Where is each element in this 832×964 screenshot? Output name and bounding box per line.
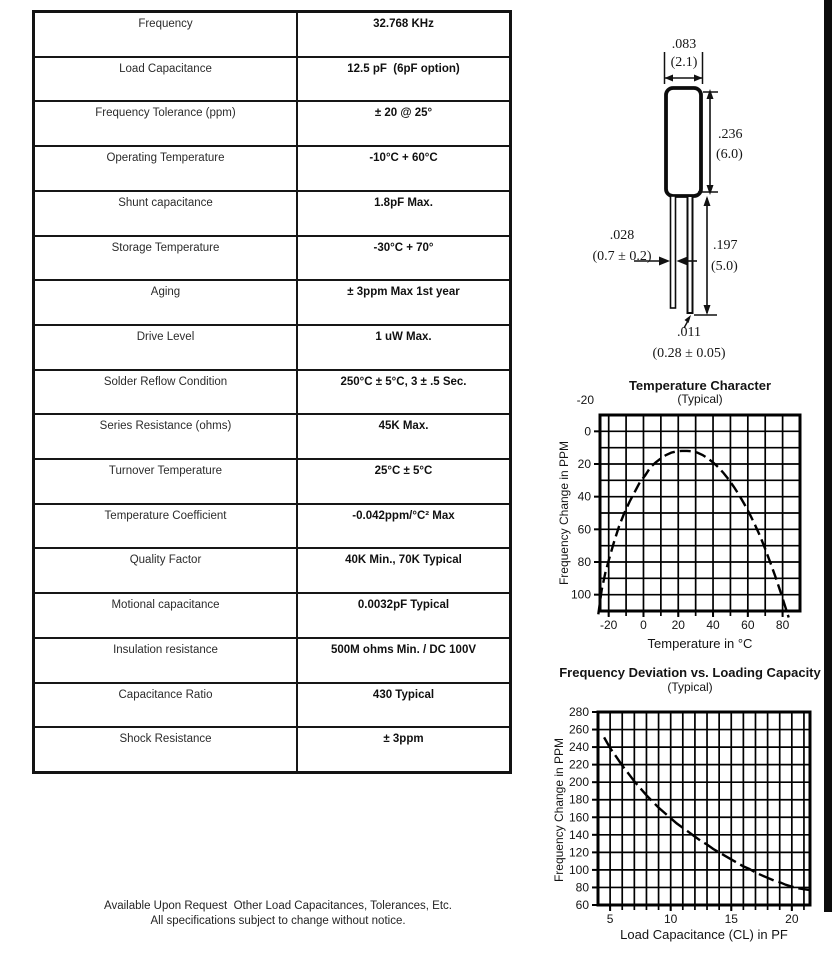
table-row [35,726,509,771]
value-cell: ± 3ppm Max 1st year [347,286,460,299]
footer-line-2: All specifications subject to change without notice. [150,915,406,927]
chart-title: Frequency Deviation vs. Loading Capacity [559,665,821,680]
lead-right [688,196,693,313]
value-cell: 250°C ± 5°C, 3 ± .5 Sec. [340,375,467,388]
chart-plot [568,705,810,926]
param-cell: Motional capacitance [35,594,298,637]
param-cell: Quality Factor [35,549,298,592]
param-cell: Shock Resistance [35,728,298,771]
spec-table [32,10,512,774]
svg-text:40: 40 [706,618,720,632]
footer-notes [36,899,520,929]
svg-text:240: 240 [568,740,589,755]
param-cell: Frequency [35,13,298,56]
svg-text:260: 260 [568,722,589,737]
y-axis-title: Frequency Change in PPM [552,737,566,883]
table-row [35,190,509,235]
table-row [35,592,509,637]
y-axis-top-label: -20 [576,393,594,407]
table-row [35,235,509,280]
value-cell: 25°C ± 5°C [374,465,433,478]
param-cell: Aging [35,281,298,324]
svg-text:80: 80 [775,618,790,632]
dim-leadspace-in: .028 [609,228,635,243]
dim-leadlen-mm: (5.0) [711,259,738,274]
svg-text:0: 0 [584,424,591,439]
value-cell: 1 uW Max. [375,330,432,343]
param-cell: Operating Temperature [35,147,298,190]
svg-text:140: 140 [568,827,589,842]
chart-subtitle: (Typical) [677,392,723,406]
value-cell: ± 3ppm [383,733,424,746]
svg-text:10: 10 [664,912,678,926]
dim-leadspace-mm: (0.7 ± 0.2) [592,249,652,264]
param-cell: Turnover Temperature [35,460,298,503]
y-axis-title: Frequency Change in PPM [557,440,571,586]
dim-width-in: .083 [671,37,697,52]
svg-text:5: 5 [606,912,614,926]
svg-text:20: 20 [577,457,591,471]
value-cell: 45K Max. [378,420,429,433]
value-cell: -10°C + 60°C [369,152,438,165]
table-row [35,458,509,503]
table-row [35,100,509,145]
svg-text:200: 200 [568,775,589,790]
param-cell: Storage Temperature [35,237,298,280]
value-cell: 500M ohms Min. / DC 100V [330,643,477,656]
svg-text:60: 60 [741,618,755,632]
value-cell: 1.8pF Max. [374,196,433,209]
param-cell: Shunt capacitance [35,192,298,235]
table-row [35,324,509,369]
footer-line-1: Available Upon Request Other Load Capacitances, Tolerances, Etc. [104,900,452,912]
svg-text:280: 280 [568,705,589,719]
svg-text:220: 220 [568,757,589,772]
svg-text:160: 160 [568,810,589,825]
x-axis-title: Temperature in °C [647,636,753,651]
mechanical-drawing [560,8,832,376]
svg-text:120: 120 [568,845,589,860]
svg-text:15: 15 [724,912,738,926]
svg-text:80: 80 [577,555,591,569]
table-row [35,547,509,592]
table-row [35,637,509,682]
value-cell: 32.768 KHz [373,18,434,30]
value-cell: ± 20 @ 25° [374,107,433,120]
svg-text:100: 100 [568,862,589,877]
dim-leaddia-mm: (0.28 ± 0.05) [652,346,726,361]
table-row [35,503,509,548]
dim-body-in: .236 [718,127,743,142]
crystal-can [666,88,701,196]
svg-text:40: 40 [577,489,591,504]
table-row [35,369,509,414]
table-row [35,56,509,101]
value-cell: 12.5 pF (6pF option) [347,62,460,75]
lead-left [671,196,676,308]
param-cell: Series Resistance (ohms) [35,415,298,458]
table-row [35,145,509,190]
svg-text:-20: -20 [600,618,618,632]
dim-leadlen-in: .197 [713,238,738,253]
svg-text:20: 20 [785,912,799,926]
param-cell: Frequency Tolerance (ppm) [35,102,298,145]
param-cell: Drive Level [35,326,298,369]
svg-text:0: 0 [640,618,647,632]
chart-title: Temperature Character [628,378,772,393]
arrow-right [694,75,703,82]
param-cell: Capacitance Ratio [35,684,298,727]
value-cell: 40K Min., 70K Typical [345,554,462,567]
param-cell: Solder Reflow Condition [35,371,298,414]
load-capacitance-chart [548,665,832,964]
chart-plot [570,415,800,632]
dim-width-mm: (2.1) [670,55,698,70]
svg-text:100: 100 [570,587,591,602]
arrow-left [665,75,674,82]
svg-text:60: 60 [577,522,591,537]
x-axis-title: Load Capacitance (CL) in PF [620,927,788,942]
svg-text:20: 20 [671,618,685,632]
temperature-chart [548,378,832,665]
value-cell: 0.0032pF Typical [357,599,450,612]
svg-text:80: 80 [575,880,589,895]
value-cell: 430 Typical [372,688,435,701]
value-cell: -0.042ppm/°C² Max [352,509,455,522]
table-row [35,682,509,727]
svg-text:180: 180 [568,792,589,807]
param-cell: Load Capacitance [35,58,298,101]
value-cell: -30°C + 70° [373,241,434,254]
table-row [35,413,509,458]
table-row [35,279,509,324]
dim-leaddia-in: .011 [677,325,701,340]
table-row [35,13,509,56]
param-cell: Temperature Coefficient [35,505,298,548]
dim-body-mm: (6.0) [716,147,743,162]
chart-subtitle: (Typical) [667,680,713,694]
param-cell: Insulation resistance [35,639,298,682]
svg-text:60: 60 [575,898,589,912]
